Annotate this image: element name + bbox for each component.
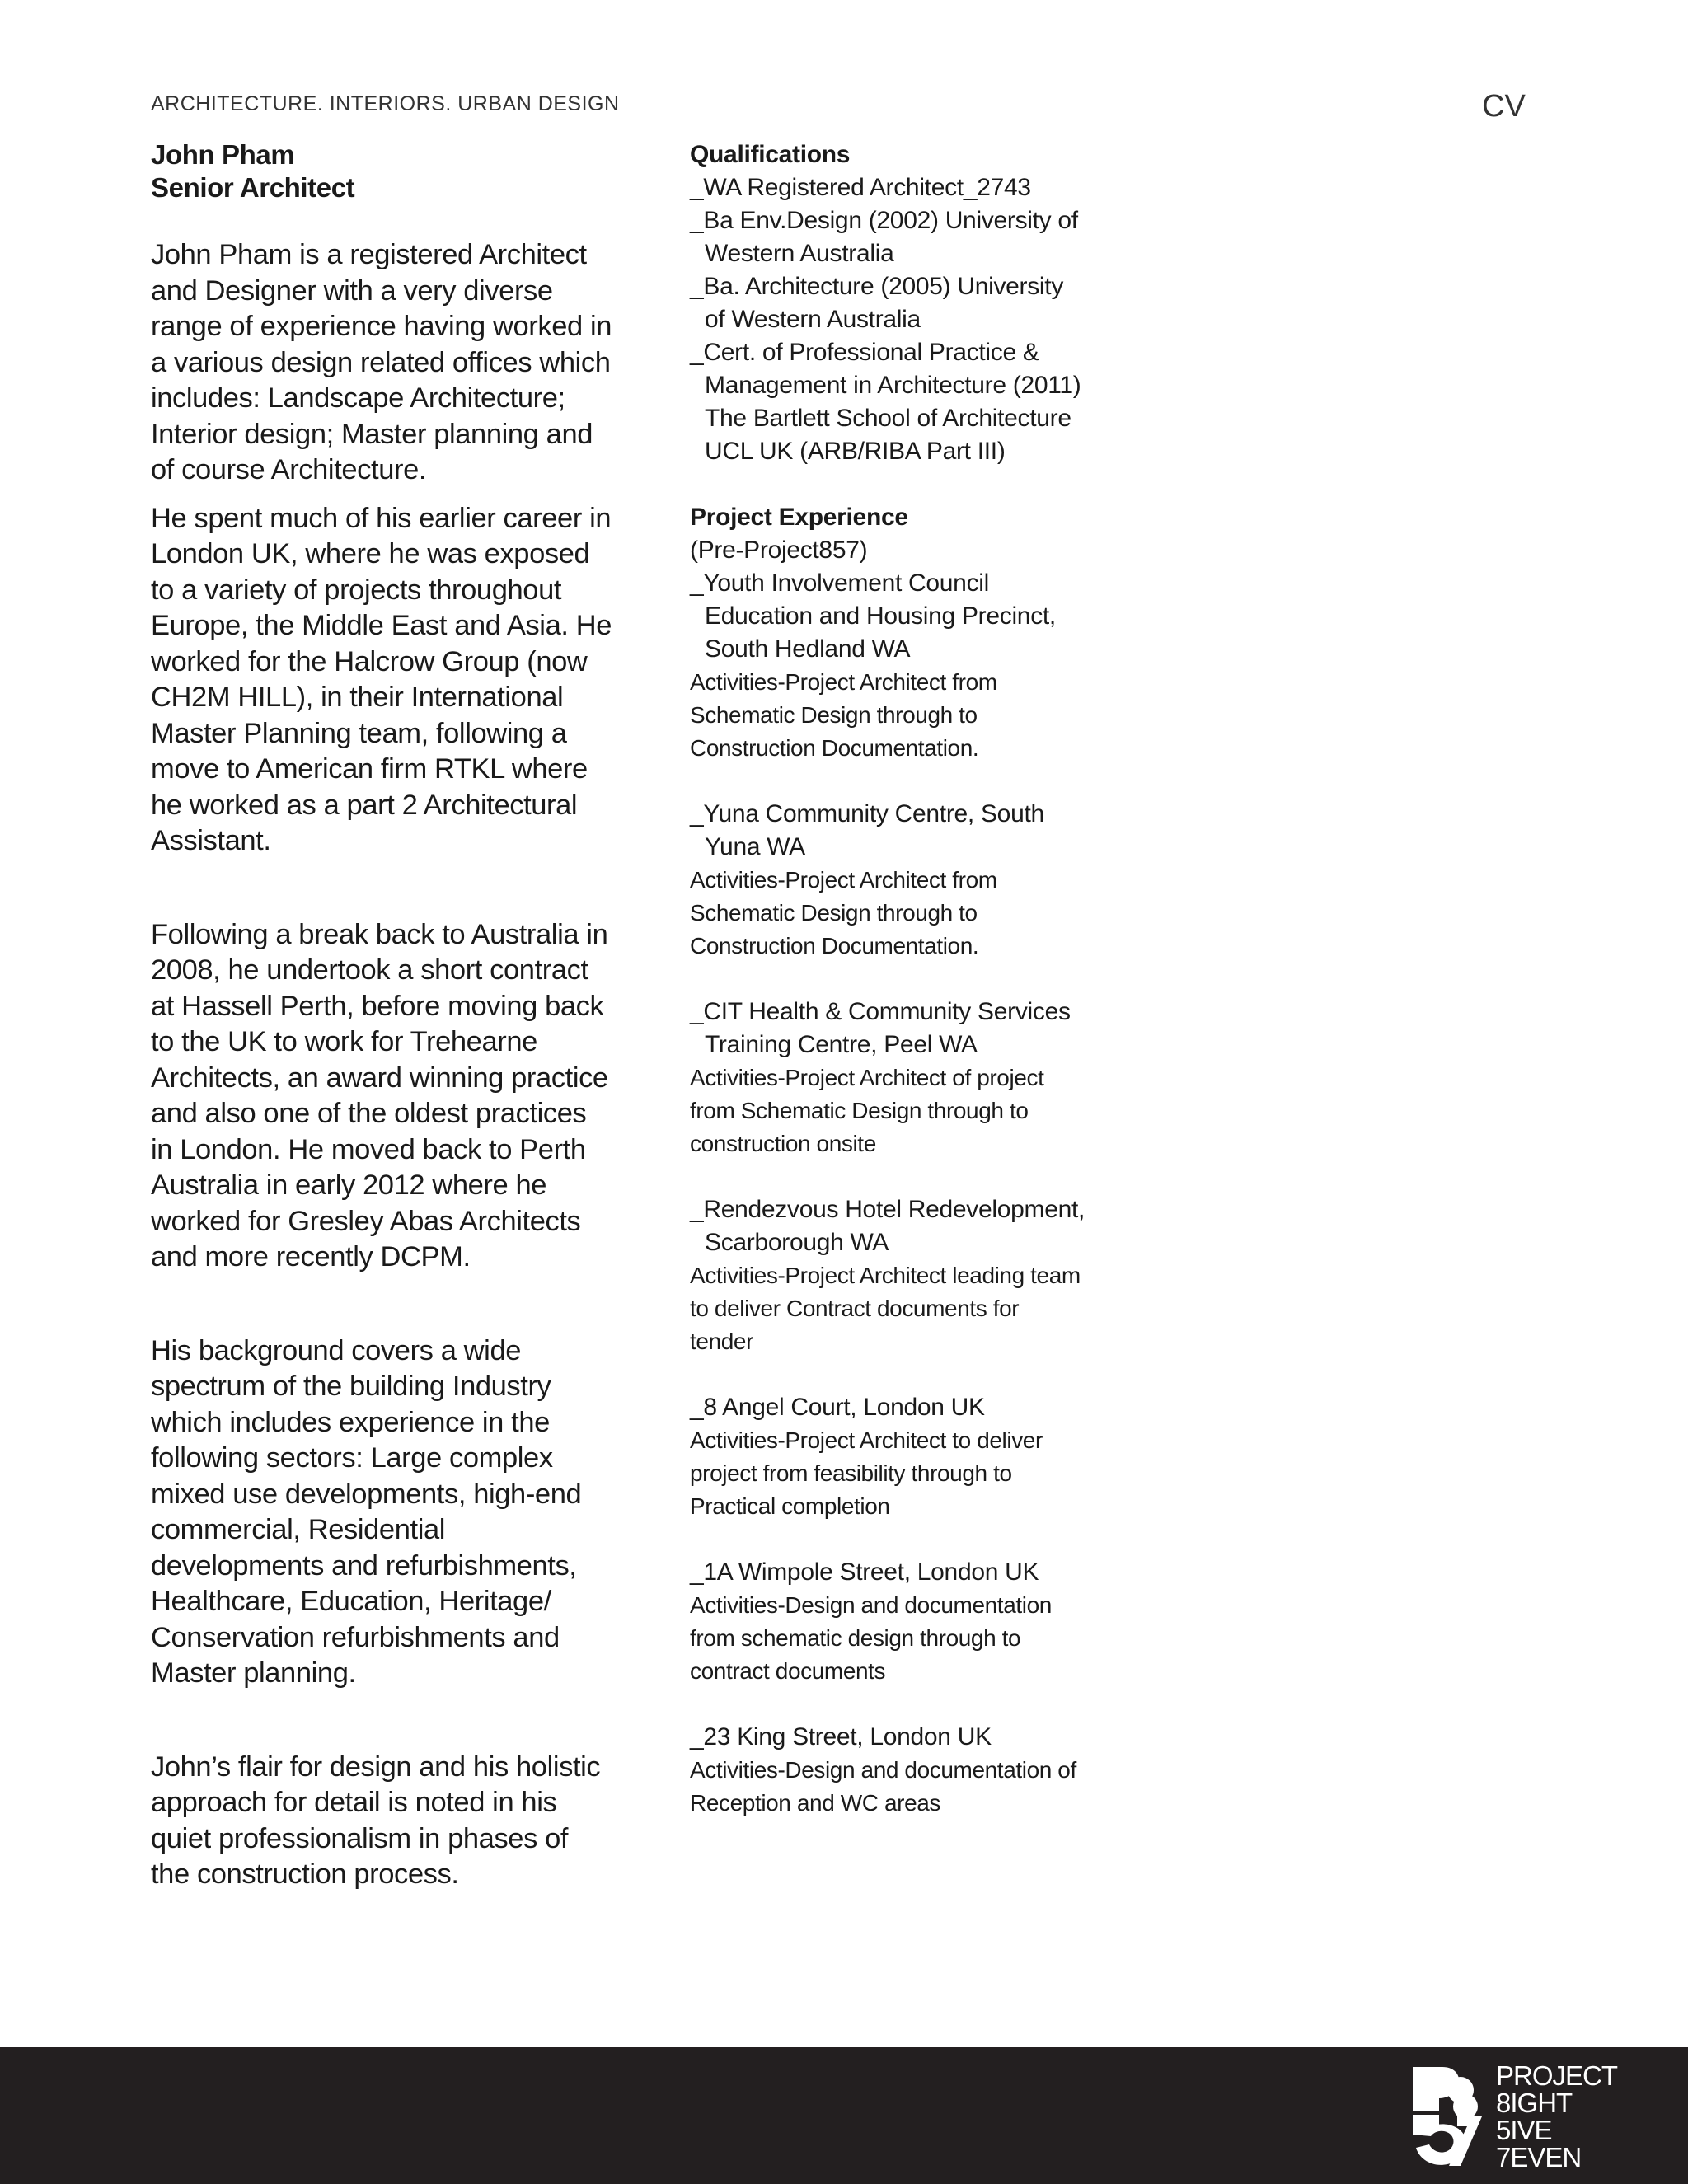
qualification-line: Management in Architecture (2011) xyxy=(705,372,1081,399)
project-title-line: _Youth Involvement Council xyxy=(690,569,989,597)
qualification-item xyxy=(690,336,1135,468)
qualification-line: _Cert. of Professional Practice & xyxy=(690,339,1039,366)
project-activity-line: project from feasibility through to xyxy=(690,1460,1012,1486)
experience-heading: Project Experience xyxy=(690,504,908,531)
experience-section xyxy=(690,501,1135,1820)
project857-logo-icon xyxy=(1409,2064,1484,2168)
qualification-line: Western Australia xyxy=(705,240,894,267)
left-column xyxy=(151,138,612,1893)
project-activity-line: construction onsite xyxy=(690,1131,876,1156)
qualifications-heading: Qualifications xyxy=(690,141,851,168)
qualification-line: The Bartlett School of Architecture xyxy=(705,405,1071,432)
project-activity-line: Activities-Project Architect of project xyxy=(690,1065,1044,1090)
header-tagline: ARCHITECTURE. INTERIORS. URBAN DESIGN xyxy=(151,92,620,115)
logo-line: 8IGHT xyxy=(1496,2088,1573,2118)
logo-wordmark xyxy=(1496,2062,1617,2171)
project-activity-line: Schematic Design through to xyxy=(690,702,978,728)
logo-line: 5IVE xyxy=(1496,2115,1552,2145)
qualification-line: UCL UK (ARB/RIBA Part III) xyxy=(705,438,1006,465)
person-role: Senior Architect xyxy=(151,172,355,203)
project-activity-line: Practical completion xyxy=(690,1493,890,1519)
project-activity-line: tender xyxy=(690,1329,753,1354)
project-title-line: _8 Angel Court, London UK xyxy=(690,1394,985,1421)
project-activity-line: Activities-Design and documentation of xyxy=(690,1757,1076,1783)
qualification-line: _Ba. Architecture (2005) University xyxy=(690,273,1064,300)
project-item xyxy=(690,1193,1135,1358)
project-item xyxy=(690,996,1135,1160)
bio-paragraph: Following a break back to Australia in 2008, he undertook a short contract at Hassell Perth, before moving back to the UK to work for Trehearne Architects, an award winning practice and also one of the oldest practices in London. He moved back to Perth Australia in early 2012 where he worked for Gresley Abas Architects and more recently DCPM. xyxy=(151,918,608,1272)
project-activity-line: Reception and WC areas xyxy=(690,1790,941,1816)
project-activity-line: contract documents xyxy=(690,1658,886,1684)
project-activity-line: Activities-Design and documentation xyxy=(690,1592,1052,1618)
project-title-line: _1A Wimpole Street, London UK xyxy=(690,1558,1039,1586)
right-column xyxy=(690,138,1135,1820)
project-title-line: Training Centre, Peel WA xyxy=(705,1031,978,1058)
project-item xyxy=(690,1556,1135,1688)
person-name: John Pham xyxy=(151,139,295,170)
project-activity-line: Activities-Project Architect leading team xyxy=(690,1263,1081,1288)
project-activity-line: from Schematic Design through to xyxy=(690,1098,1029,1123)
qualification-line: _WA Registered Architect_2743 xyxy=(690,174,1031,201)
project-title-line: Yuna WA xyxy=(705,833,805,860)
project-title-line: _23 King Street, London UK xyxy=(690,1723,992,1750)
project-title-line: _CIT Health & Community Services xyxy=(690,998,1071,1025)
project-title-line: _Yuna Community Centre, South xyxy=(690,800,1044,827)
project-title-line: Education and Housing Precinct, xyxy=(705,602,1056,630)
logo-line: 7EVEN xyxy=(1496,2142,1582,2172)
project-activity-line: Activities-Project Architect to deliver xyxy=(690,1427,1043,1453)
qualification-line: of Western Australia xyxy=(705,306,921,333)
project-activity-line: Construction Documentation. xyxy=(690,933,979,958)
qualification-item xyxy=(690,270,1135,336)
project-item xyxy=(690,567,1135,765)
experience-subheading: (Pre-Project857) xyxy=(690,537,868,564)
qualifications-section xyxy=(690,138,1135,468)
project-title-line: _Rendezvous Hotel Redevelopment, xyxy=(690,1196,1085,1223)
qualification-line: _Ba Env.Design (2002) University of xyxy=(690,207,1078,234)
project-item xyxy=(690,1721,1135,1820)
project-activity-line: Activities-Project Architect from xyxy=(690,669,997,695)
footer-bar xyxy=(0,2047,1688,2184)
bio-paragraph: John Pham is a registered Architect and Designer with a very diverse range of experience having worked in a various design related offices which includes: Landscape Architecture; Interior design; Master planning and of course Architecture. xyxy=(151,239,612,485)
project-item xyxy=(690,1391,1135,1523)
project-title-line: South Hedland WA xyxy=(705,635,911,663)
bio-paragraph: His background covers a wide spectrum of the building Industry which includes experience in the following sectors: Large complex mixed use developments, high-end commercial, Residential developments and refurbishments, Healthcare, Education, Heritage/ Conservation refurbishments and Master planning. xyxy=(151,1334,582,1689)
project-activity-line: Schematic Design through to xyxy=(690,900,978,926)
bio-paragraph: John’s flair for design and his holistic approach for detail is noted in his quiet professionalism in phases of the construction process. xyxy=(151,1750,601,1890)
bio-paragraph: He spent much of his earlier career in London UK, where he was exposed to a variety of projects throughout Europe, the Middle East and Asia. He worked for the Halcrow Group (now CH2M HILL), in their International Master Planning team, following a move to American firm RTKL where he worked as a part 2 Architectural Assistant. xyxy=(151,502,612,856)
project-item xyxy=(690,798,1135,963)
cv-label: CV xyxy=(1482,89,1526,124)
project-title-line: Scarborough WA xyxy=(705,1229,889,1256)
logo-line: PROJECT xyxy=(1496,2060,1618,2091)
project-activity-line: Construction Documentation. xyxy=(690,735,979,761)
project-activity-line: to deliver Contract documents for xyxy=(690,1296,1020,1321)
qualification-item xyxy=(690,204,1135,270)
qualification-item xyxy=(690,171,1135,204)
project-activity-line: from schematic design through to xyxy=(690,1625,1021,1651)
project-activity-line: Activities-Project Architect from xyxy=(690,867,997,893)
